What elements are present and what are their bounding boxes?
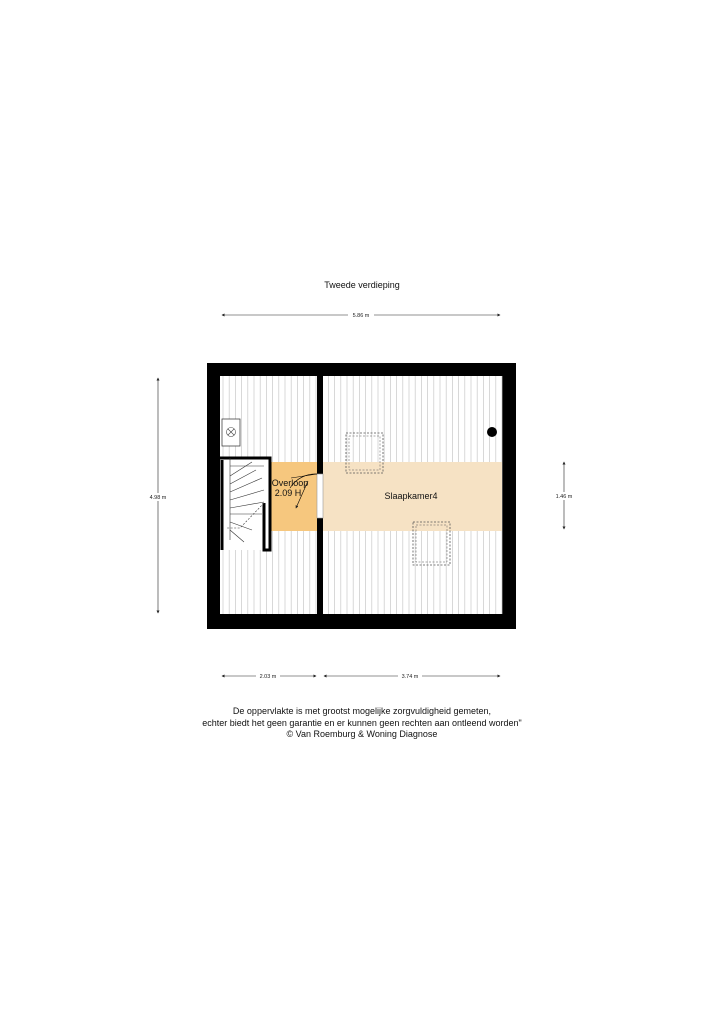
- slaapkamer-label: Slaapkamer4: [384, 491, 438, 501]
- floor-title: Tweede verdieping: [324, 280, 400, 290]
- total-width-label: 5.86 m: [352, 313, 370, 319]
- boiler-icon: [222, 419, 240, 446]
- dimension-total-depth: [146, 378, 170, 613]
- dimension-left-width: [222, 672, 316, 680]
- vent-icon: [487, 427, 497, 437]
- disclaimer: [0, 706, 724, 741]
- doorway: [317, 474, 323, 518]
- overloop-label: Overloop: [271, 478, 309, 488]
- total-depth-label: 4.98 m: [149, 495, 167, 501]
- dimension-total-width: [222, 311, 500, 319]
- slaapkamer-depth-label: 1.46 m: [555, 494, 573, 500]
- disclaimer-line-2: echter biedt het geen garantie en er kunnen geen rechten aan ontleend worden": [202, 717, 522, 728]
- disclaimer-line-3: © Van Roemburg & Woning Diagnose: [286, 729, 438, 739]
- disclaimer-line-1: De oppervlakte is met grootst mogelijke zorgvuldigheid gemeten,: [232, 706, 492, 716]
- dimension-slaapkamer-depth: [551, 462, 577, 529]
- right-width-label: 3.74 m: [401, 674, 419, 680]
- dimension-right-width: [324, 672, 500, 680]
- left-width-label: 2.03 m: [259, 674, 277, 680]
- overloop-height: 2.09 H: [274, 488, 302, 498]
- staircase: [220, 458, 270, 550]
